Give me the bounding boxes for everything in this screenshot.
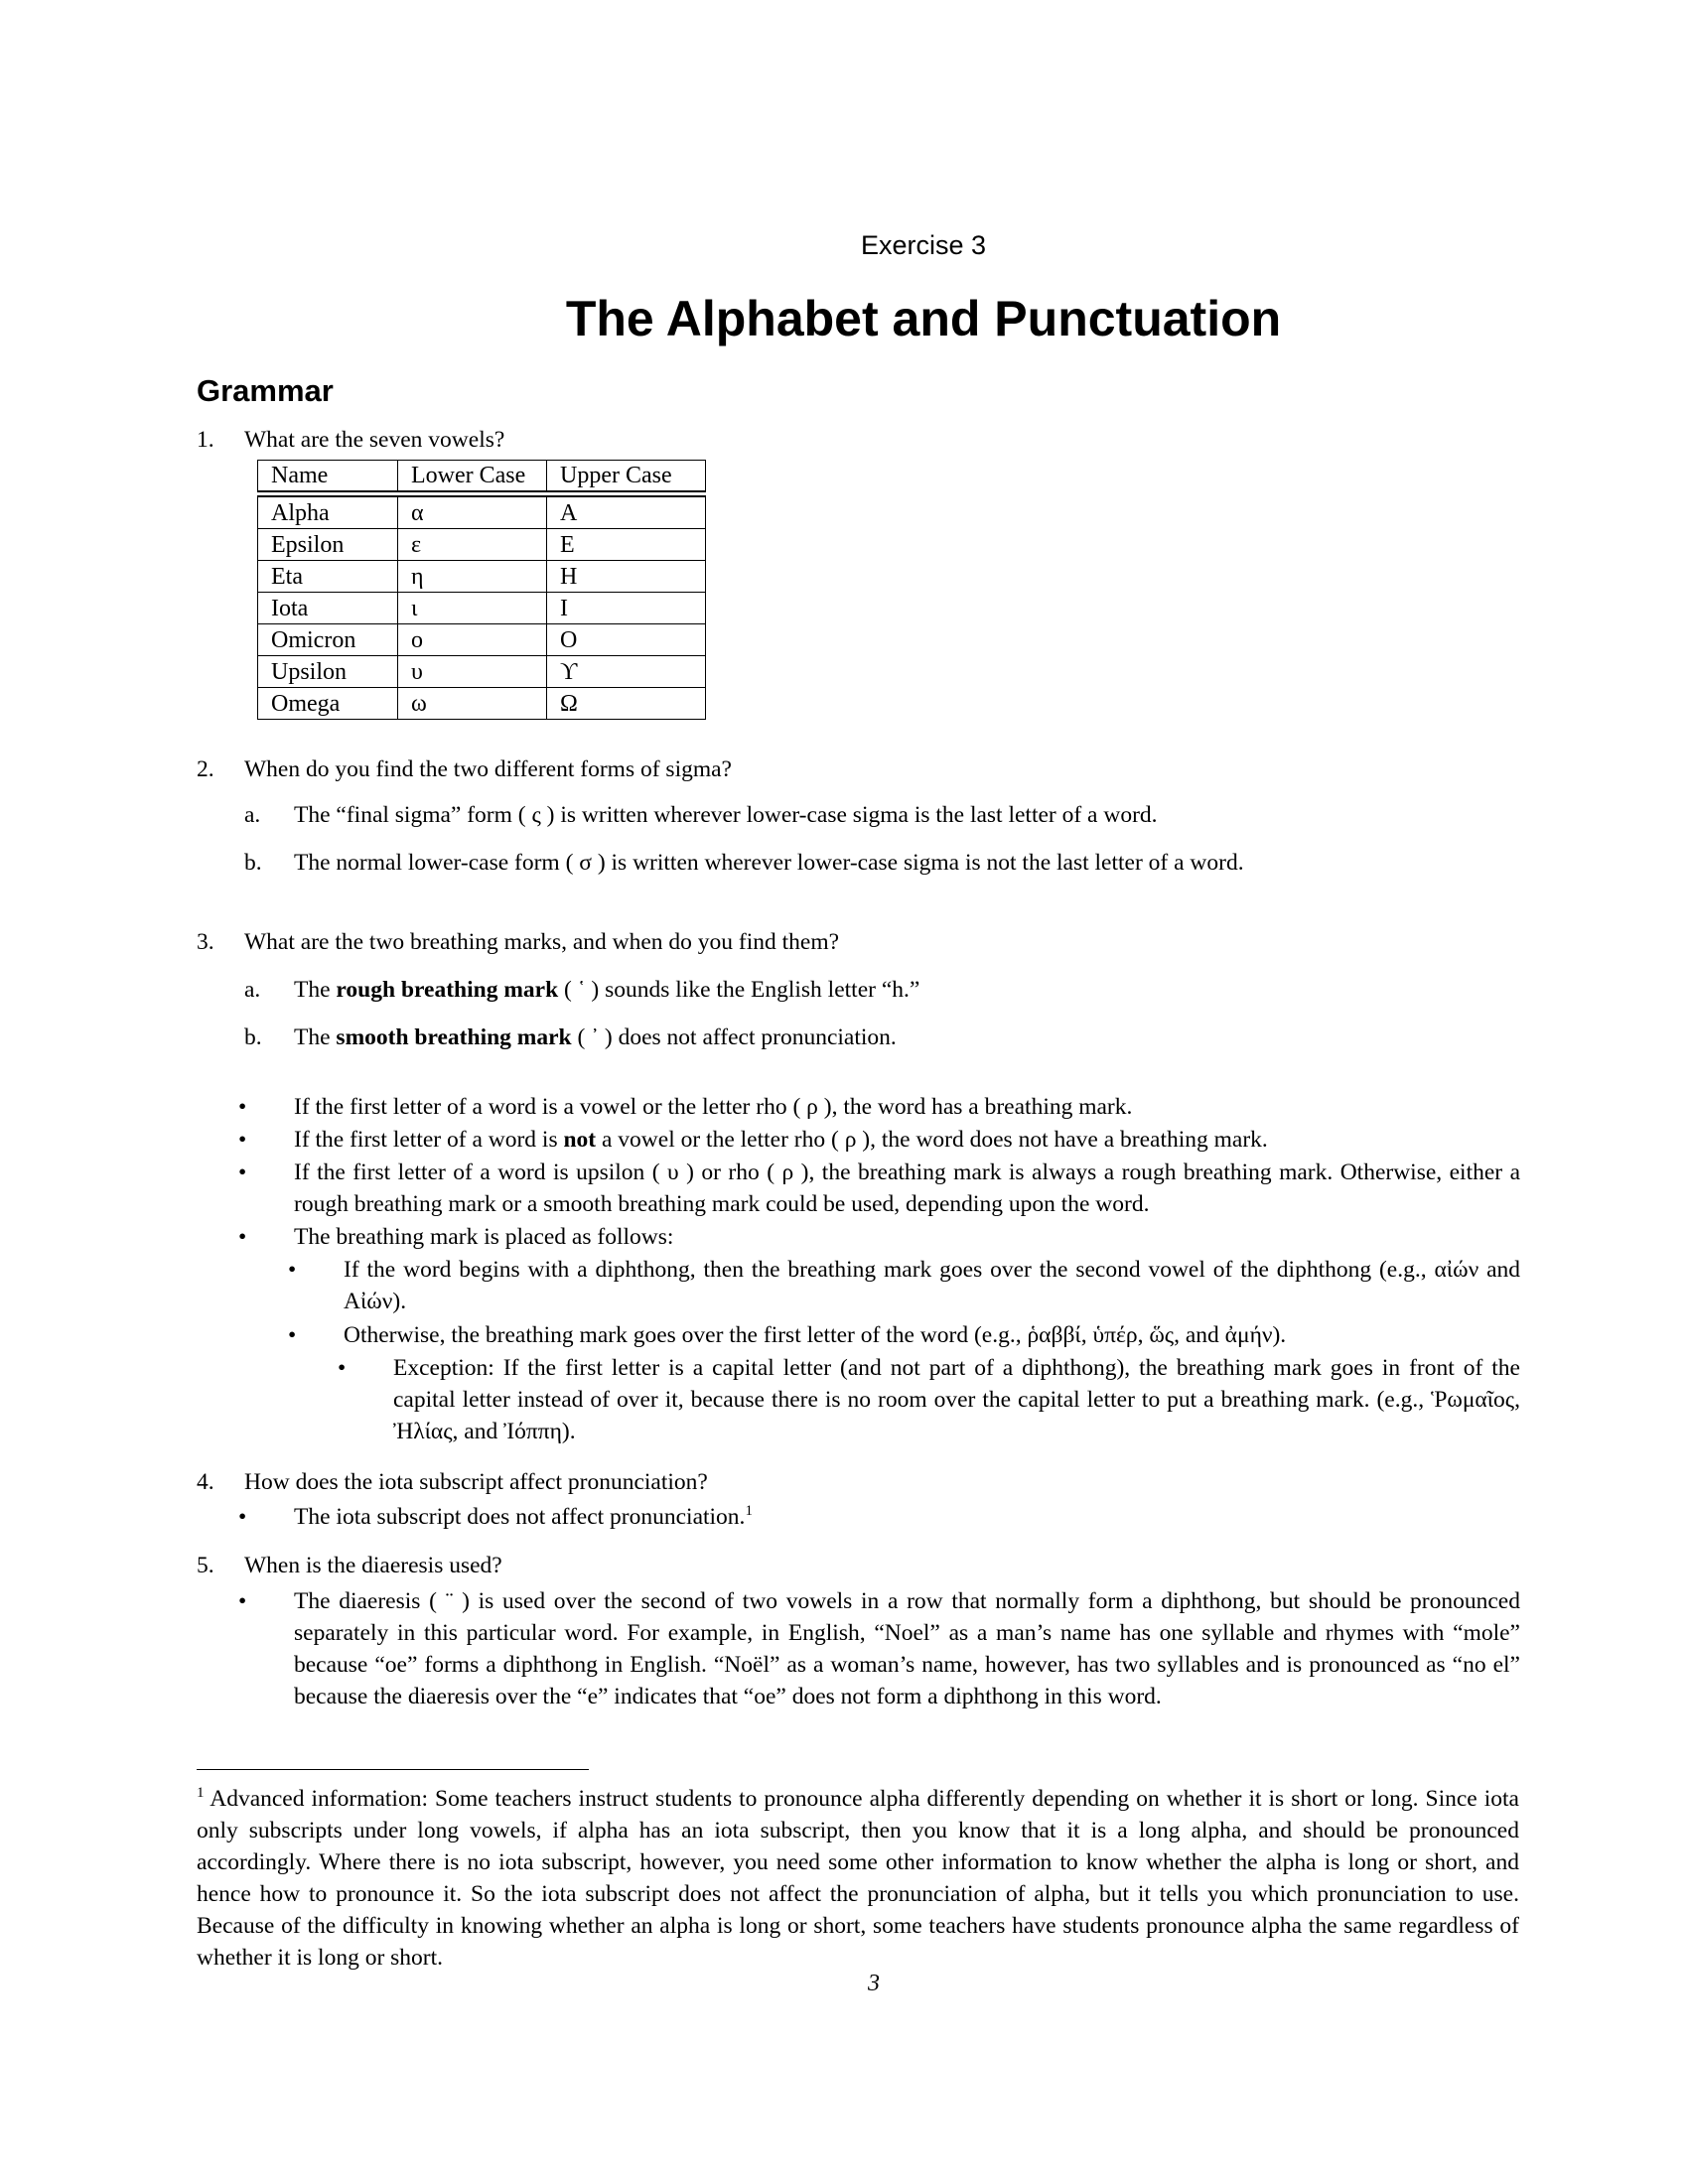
table-row	[258, 688, 706, 720]
emphasis: not	[563, 1127, 597, 1153]
table-header-row	[258, 461, 706, 494]
table-cell: Η	[547, 561, 706, 593]
question-1	[197, 427, 504, 454]
bullet-item	[238, 1585, 1520, 1712]
table-row	[258, 656, 706, 688]
table-row	[258, 494, 706, 529]
table-cell: Omicron	[258, 624, 398, 656]
bullet-item	[238, 1124, 1520, 1156]
question-text: When do you find the two different forms of sigma?	[244, 756, 732, 782]
table-cell: Epsilon	[258, 529, 398, 561]
column-header: Name	[258, 461, 398, 494]
table-cell: α	[398, 494, 547, 529]
table-cell: Ε	[547, 529, 706, 561]
table-cell: ω	[398, 688, 547, 720]
question-number: 3.	[197, 929, 214, 955]
bullet-icon: •	[238, 1224, 247, 1250]
answer-text: The	[294, 1024, 337, 1050]
footnote	[197, 1783, 1519, 1974]
table-cell: Ι	[547, 593, 706, 624]
answer-label: a.	[244, 802, 261, 828]
table-cell: Alpha	[258, 494, 398, 529]
table-cell: Α	[547, 494, 706, 529]
bullet-text: If the first letter of a word is upsilon ( υ ) or rho ( ρ ), the breathing mark is always a rough breathing mark. Otherwise, either a rough breathing mark or a smooth breathing mark could be used, depending upon the word.	[294, 1160, 1520, 1217]
column-header: Upper Case	[547, 461, 706, 494]
section-heading: Grammar	[197, 373, 334, 408]
table-row	[258, 624, 706, 656]
bullet-icon: •	[238, 1588, 247, 1614]
bullet-item-nested-2	[338, 1352, 1520, 1447]
bullet-text: If the word begins with a diphthong, then the breathing mark goes over the second vowel of the diphthong (e.g., αἰών and Αἰών).	[344, 1257, 1520, 1314]
footnote-text: Advanced information: Some teachers instruct students to pronounce alpha differently depending on whether it is short or long. Since iota only subscripts under long vowels, if alpha has an iota subscript, then you know that it is a long alpha, and should be pronounced accordingly. Where there is no iota subscript, however, you need some other information to know whether the alpha is long or short, and hence how to pronounce it. So the iota subscript does not affect the pronunciation of alpha, but it tells you which pronunciation to use. Because of the difficulty in knowing whether an alpha is long or short, some teachers have students pronounce alpha the same regardless of whether it is long or short.	[197, 1786, 1519, 1971]
bullet-icon: •	[338, 1355, 347, 1381]
answer-text: The normal lower-case form ( σ ) is written wherever lower-case sigma is not the last letter of a word.	[294, 850, 1244, 876]
text-run: a vowel or the letter rho ( ρ ), the word does not have a breathing mark.	[596, 1127, 1268, 1153]
footnote-ref[interactable]: 1	[745, 1503, 753, 1520]
bullet-text	[294, 1124, 1520, 1156]
table-cell: Omega	[258, 688, 398, 720]
table-cell: Ω	[547, 688, 706, 720]
table-cell: Iota	[258, 593, 398, 624]
table-cell: υ	[398, 656, 547, 688]
table-cell: ο	[398, 624, 547, 656]
bullet-item	[238, 1501, 1520, 1533]
question-text: What are the two breathing marks, and when do you find them?	[244, 929, 840, 955]
table-cell: Ο	[547, 624, 706, 656]
bullet-text: The breathing mark is placed as follows:	[294, 1224, 674, 1250]
bullet-text: If the first letter of a word is a vowel or the letter rho ( ρ ), the word has a breathing mark.	[294, 1094, 1133, 1120]
vowels-table	[257, 460, 706, 720]
question-number: 2.	[197, 756, 214, 782]
answer-label: a.	[244, 977, 261, 1003]
table-cell: ε	[398, 529, 547, 561]
table-cell: ϒ	[547, 656, 706, 688]
answer-2a	[244, 802, 1158, 829]
question-4	[197, 1469, 708, 1496]
table-cell: η	[398, 561, 547, 593]
bullet-icon: •	[238, 1127, 247, 1153]
bullet-icon: •	[288, 1257, 297, 1283]
answer-2b	[244, 850, 1244, 877]
footnote-divider	[197, 1769, 589, 1770]
bullet-icon: •	[238, 1160, 247, 1185]
bullet-icon: •	[288, 1322, 297, 1348]
question-number: 1.	[197, 427, 214, 453]
bullet-item	[238, 1221, 1520, 1253]
bullet-item	[238, 1091, 1520, 1123]
answer-text: ( ῾ ) sounds like the English letter “h.”	[558, 977, 920, 1003]
column-header: Lower Case	[398, 461, 547, 494]
exercise-label: Exercise 3	[860, 230, 987, 260]
table-cell: Eta	[258, 561, 398, 593]
bullet-text: The diaeresis ( ¨ ) is used over the second of two vowels in a row that normally form a diphthong, but should be pronounced separately in this particular word. For example, in English, “Noel” as a man’s name has one syllable and rhymes with “mole” because “oe” forms a diphthong in English. “Noël” as a woman’s name, however, has two syllables and is pronounced as “no el” because the diaeresis over the “e” indicates that “oe” does not form a diphthong in this word.	[294, 1588, 1520, 1709]
answer-label: b.	[244, 850, 262, 876]
answer-3a	[244, 977, 919, 1004]
answer-text: The	[294, 977, 337, 1003]
footnote-marker: 1	[197, 1785, 205, 1802]
question-text: How does the iota subscript affect pronunciation?	[244, 1469, 708, 1495]
question-3	[197, 929, 839, 956]
question-text: What are the seven vowels?	[244, 427, 505, 453]
bullet-text: Exception: If the first letter is a capital letter (and not part of a diphthong), the breathing mark goes in front of the capital letter instead of over it, because there is no room over the capital letter to put a breathing mark. (e.g., Ῥωμαῖος, Ἠλίας, and Ἰόππη).	[393, 1355, 1520, 1444]
table-row	[258, 593, 706, 624]
answer-label: b.	[244, 1024, 262, 1050]
text-run: The iota subscript does not affect pronunciation.	[294, 1504, 746, 1530]
answer-text: The “final sigma” form ( ς ) is written wherever lower-case sigma is the last letter of a word.	[294, 802, 1158, 828]
page-title: The Alphabet and Punctuation	[565, 291, 1282, 346]
term-rough-breathing: rough breathing mark	[336, 977, 559, 1003]
table-row	[258, 561, 706, 593]
bullet-icon: •	[238, 1504, 247, 1530]
answer-text: ( ᾿ ) does not affect pronunciation.	[571, 1024, 897, 1050]
bullet-item-nested	[288, 1254, 1520, 1317]
table-row	[258, 529, 706, 561]
bullet-item	[238, 1157, 1520, 1220]
question-2	[197, 756, 732, 783]
answer-3b	[244, 1024, 897, 1051]
text-run: If the first letter of a word is	[294, 1127, 564, 1153]
term-smooth-breathing: smooth breathing mark	[336, 1024, 572, 1050]
table-cell: ι	[398, 593, 547, 624]
question-text: When is the diaeresis used?	[244, 1553, 502, 1578]
question-number: 5.	[197, 1553, 214, 1578]
bullet-text	[294, 1501, 1520, 1533]
question-5	[197, 1553, 502, 1579]
bullet-text: Otherwise, the breathing mark goes over the first letter of the word (e.g., ῥαββί, ὑπέρ, ὥς, and ἀμήν).	[344, 1322, 1287, 1348]
bullet-icon: •	[238, 1094, 247, 1120]
question-number: 4.	[197, 1469, 214, 1495]
page-number: 3	[868, 1971, 880, 1996]
bullet-item-nested	[288, 1319, 1520, 1351]
table-cell: Upsilon	[258, 656, 398, 688]
